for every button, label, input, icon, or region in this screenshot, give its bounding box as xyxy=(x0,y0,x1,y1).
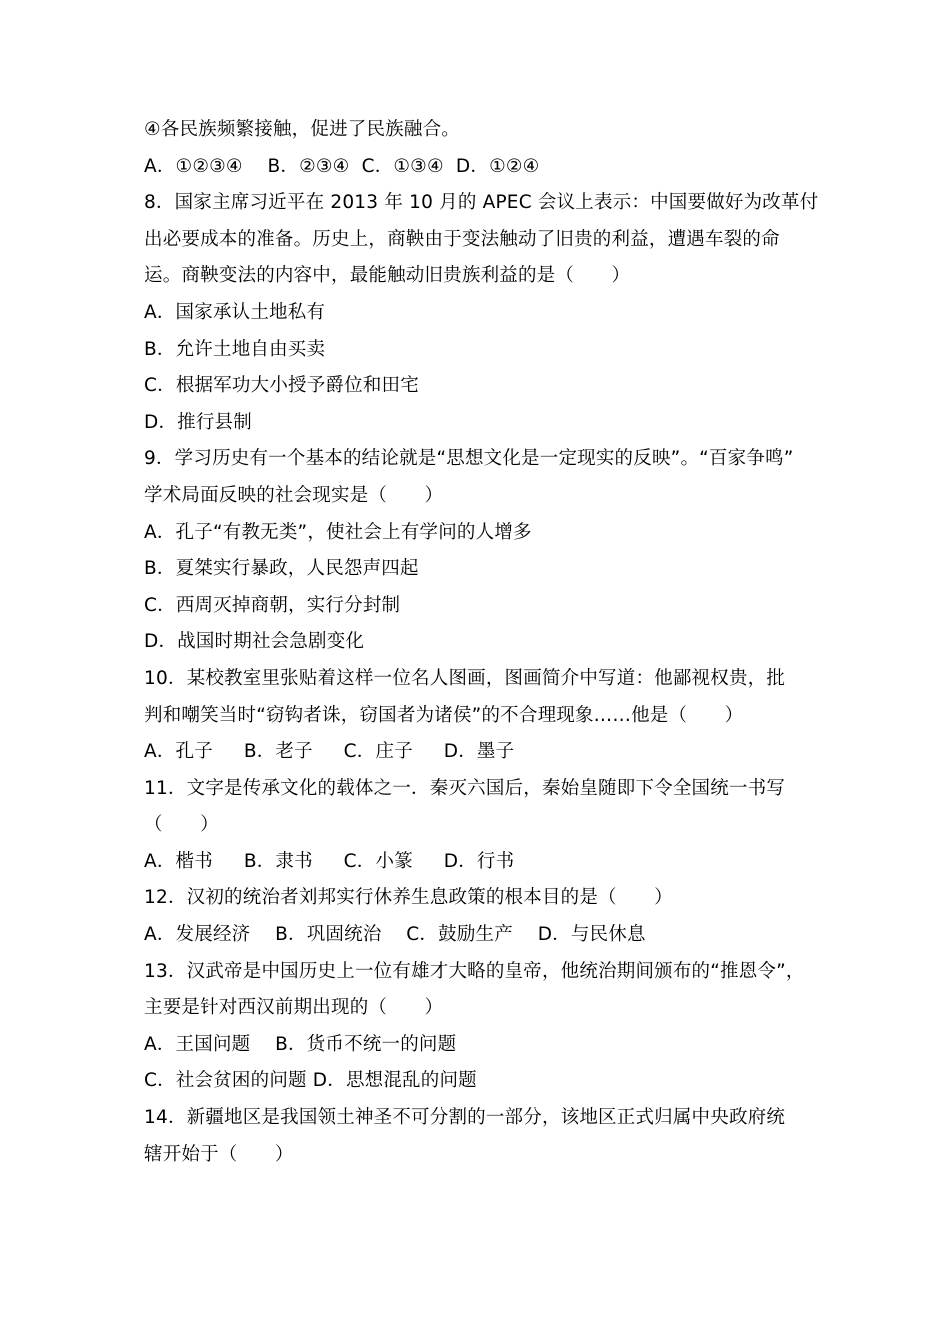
answer-options: A．①②③④ B．②③④ C．①③④ D．①②④ xyxy=(144,155,540,177)
question-11-stem: 11．文字是传承文化的载体之一．秦灭六国后，秦始皇随即下令全国统一书写 xyxy=(144,777,786,799)
question-9-option-d: D．战国时期社会急剧变化 xyxy=(144,631,365,653)
question-8-option-a: A．国家承认土地私有 xyxy=(144,301,326,323)
question-8-option-c: C．根据军功大小授予爵位和田宅 xyxy=(144,375,419,397)
question-14-stem: 14．新疆地区是我国领土神圣不可分割的一部分，该地区正式归属中央政府统 xyxy=(144,1107,786,1129)
question-10-stem: 判和嘲笑当时“窃钩者诛，窃国者为诸侯”的不合理现象……他是（ ） xyxy=(144,704,744,726)
question-8-stem: 运。商鞅变法的内容中，最能触动旧贵族利益的是（ ） xyxy=(144,265,631,287)
question-10-options: A．孔子 B．老子 C．庄子 D．墨子 xyxy=(144,741,515,763)
exam-questions xyxy=(144,112,824,1173)
question-8-stem: 8．国家主席习近平在 2013 年 10 月的 APEC 会议上表示：中国要做好为改革付 xyxy=(144,192,819,214)
question-11-stem: （ ） xyxy=(144,814,219,836)
question-8-option-d: D．推行县制 xyxy=(144,411,252,433)
question-8-option-b: B．允许土地自由买卖 xyxy=(144,338,326,360)
question-9-option-b: B．夏桀实行暴政，人民怨声四起 xyxy=(144,558,419,580)
question-14-stem: 辖开始于（ ） xyxy=(144,1143,294,1165)
question-12-stem: 12．汉初的统治者刘邦实行休养生息政策的根本目的是（ ） xyxy=(144,887,673,909)
text-line: ④各民族频繁接触，促进了民族融合。 xyxy=(144,119,460,140)
question-13-options: C．社会贫困的问题 D．思想混乱的问题 xyxy=(144,1070,477,1092)
question-11-options: A．楷书 B．隶书 C．小篆 D．行书 xyxy=(144,850,515,872)
question-9-option-c: C．西周灭掉商朝，实行分封制 xyxy=(144,594,401,616)
question-9-stem: 学术局面反映的社会现实是（ ） xyxy=(144,484,444,506)
question-8-stem: 出必要成本的准备。历史上，商鞅由于变法触动了旧贵的利益，遭遇车裂的命 xyxy=(144,228,780,250)
question-10-stem: 10．某校教室里张贴着这样一位名人图画，图画简介中写道：他鄙视权贵，批 xyxy=(144,667,786,689)
question-13-stem: 主要是针对西汉前期出现的（ ） xyxy=(144,997,444,1019)
question-12-options: A．发展经济 B．巩固统治 C．鼓励生产 D．与民休息 xyxy=(144,924,646,946)
question-9-option-a: A．孔子“有教无类”，使社会上有学问的人增多 xyxy=(144,521,532,543)
question-13-options: A．王国问题 B．货币不统一的问题 xyxy=(144,1033,457,1055)
question-13-stem: 13．汉武帝是中国历史上一位有雄才大略的皇帝，他统治期间颁布的“推恩令”， xyxy=(144,960,805,982)
question-9-stem: 9．学习历史有一个基本的结论就是“思想文化是一定现实的反映”。“百家争鸣” xyxy=(144,448,794,470)
